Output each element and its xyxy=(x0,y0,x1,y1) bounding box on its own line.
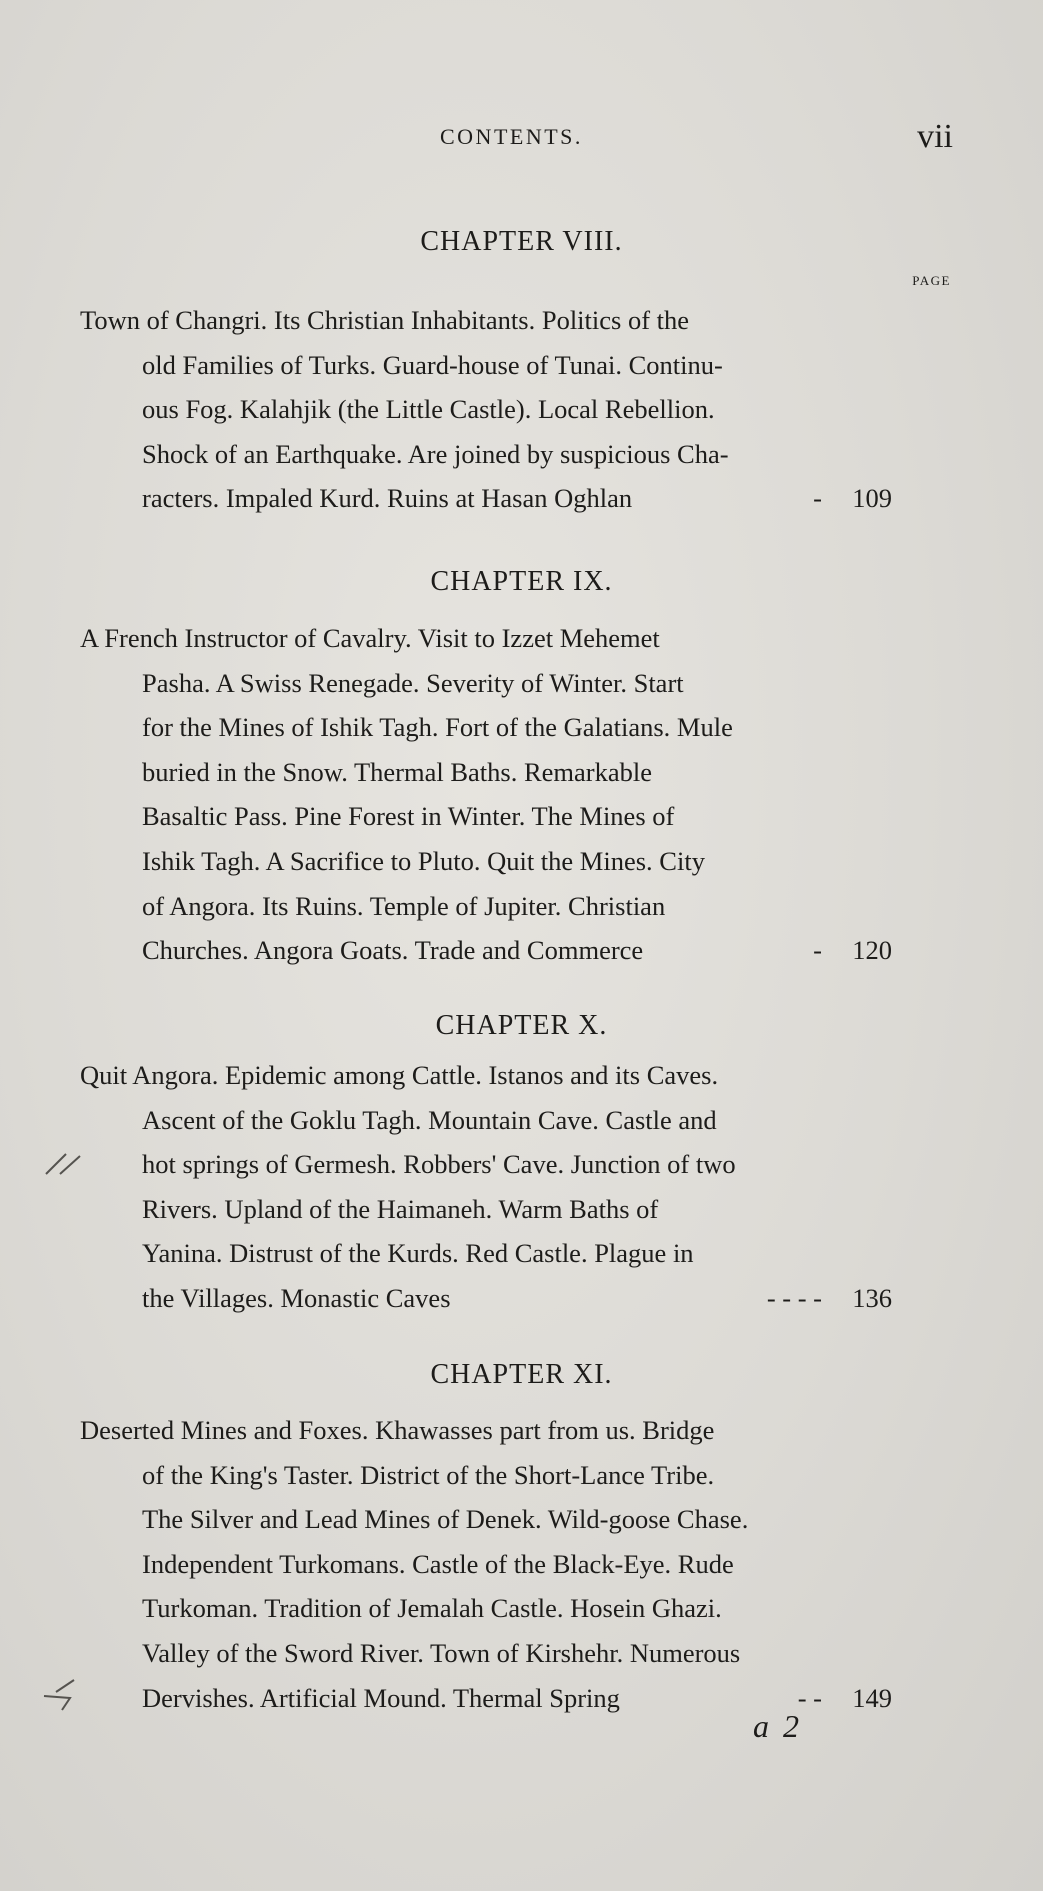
summary-line: old Families of Turks. Guard-house of Tunai. Continu- xyxy=(142,349,723,380)
summary-last-line xyxy=(80,476,892,521)
summary-line: Town of Changri. Its Christian Inhabitants. Politics of the xyxy=(80,305,690,335)
summary-line: ous Fog. Kalahjik (the Little Castle). Local Rebellion. xyxy=(142,394,715,425)
summary-line: the Villages. Monastic Caves xyxy=(142,1282,451,1313)
chapter-heading-viii: CHAPTER VIII. xyxy=(420,226,623,257)
chapter-heading-ix: CHAPTER IX. xyxy=(430,566,613,597)
summary-line: Quit Angora. Epidemic among Cattle. Istanos and its Caves. xyxy=(80,1060,719,1090)
chapter-summary-ix xyxy=(80,616,892,973)
pencil-mark-icon xyxy=(40,1676,90,1712)
leader-dots: - xyxy=(813,935,822,966)
summary-line: Shock of an Earthquake. Are joined by suspicious Cha- xyxy=(142,438,729,469)
chapter-page-number: 149 xyxy=(852,1682,892,1713)
page-number: vii xyxy=(917,118,953,155)
chapter-page-number: 109 xyxy=(852,483,892,514)
summary-line: of Angora. Its Ruins. Temple of Jupiter. Christian xyxy=(142,890,666,921)
summary-line: Pasha. A Swiss Renegade. Severity of Winter. Start xyxy=(142,667,684,698)
summary-line: hot springs of Germesh. Robbers' Cave. Junction of two xyxy=(142,1149,736,1180)
summary-line: of the King's Taster. District of the Short-Lance Tribe. xyxy=(142,1459,715,1490)
summary-line: for the Mines of Ishik Tagh. Fort of the Galatians. Mule xyxy=(142,712,733,743)
summary-line: Rivers. Upland of the Haimaneh. Warm Baths of xyxy=(142,1193,659,1224)
summary-line: racters. Impaled Kurd. Ruins at Hasan Oghlan xyxy=(142,483,633,514)
summary-last-line xyxy=(80,928,892,973)
summary-line: Independent Turkomans. Castle of the Black-Eye. Rude xyxy=(142,1548,734,1579)
leader-dots: - - - - xyxy=(766,1282,822,1313)
pencil-mark-icon xyxy=(40,1148,90,1178)
summary-line: Ascent of the Goklu Tagh. Mountain Cave. Castle and xyxy=(142,1104,717,1135)
summary-line: Basaltic Pass. Pine Forest in Winter. The Mines of xyxy=(142,801,675,832)
summary-line: Ishik Tagh. A Sacrifice to Pluto. Quit the Mines. City xyxy=(142,845,705,876)
chapter-summary-x xyxy=(80,1053,892,1321)
leader-dots: - xyxy=(813,483,822,514)
summary-line: Churches. Angora Goats. Trade and Commerce xyxy=(142,935,644,966)
summary-line: Yanina. Distrust of the Kurds. Red Castle. Plague in xyxy=(142,1238,694,1269)
summary-line: A French Instructor of Cavalry. Visit to Izzet Mehemet xyxy=(80,623,660,653)
running-header: CONTENTS. xyxy=(440,124,583,149)
summary-line: Deserted Mines and Foxes. Khawasses part from us. Bridge xyxy=(80,1415,715,1445)
chapter-heading-x: CHAPTER X. xyxy=(435,1010,608,1041)
chapter-page-number: 136 xyxy=(852,1282,892,1313)
summary-last-line xyxy=(80,1276,892,1321)
summary-line: Valley of the Sword River. Town of Kirshehr. Numerous xyxy=(142,1637,741,1668)
summary-line: Turkoman. Tradition of Jemalah Castle. Hosein Ghazi. xyxy=(142,1593,722,1624)
summary-line: Dervishes. Artificial Mound. Thermal Spring xyxy=(142,1682,620,1713)
chapter-page-number: 120 xyxy=(852,935,892,966)
leader-dots: - - xyxy=(797,1682,822,1713)
page-column-label: PAGE xyxy=(912,273,951,288)
chapter-heading-xi: CHAPTER XI. xyxy=(430,1359,613,1390)
chapter-summary-viii xyxy=(80,298,892,521)
summary-line: buried in the Snow. Thermal Baths. Remarkable xyxy=(142,756,653,787)
signature-mark: a 2 xyxy=(753,1708,802,1744)
chapter-summary-xi xyxy=(80,1408,892,1720)
summary-line: The Silver and Lead Mines of Denek. Wild-goose Chase. xyxy=(142,1504,749,1535)
